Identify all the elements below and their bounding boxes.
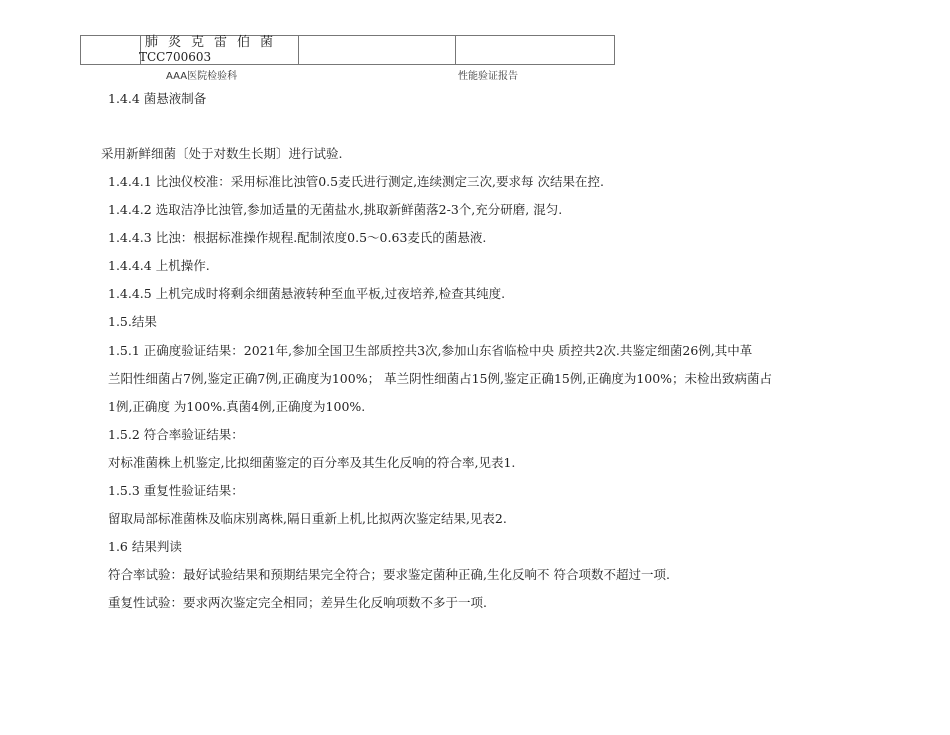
section-heading: 1.4.4 菌悬液制备: [108, 91, 207, 106]
header-table: [80, 35, 615, 65]
paragraph-line: 1例,正确度 为100%.真菌4例,正确度为100%.: [108, 399, 366, 414]
paragraph-line: 符合率试验：最好试验结果和预期结果完全符合；要求鉴定菌种正确,生化反响不 符合项数不超过一项.: [108, 567, 670, 582]
paragraph-line: 1.4.4.2 选取洁净比浊管,参加适量的无菌盐水,挑取新鲜菌落2-3个,充分研磨, 混匀.: [108, 202, 563, 217]
section-heading: 1.5.2 符合率验证结果：: [108, 427, 244, 442]
table-cell-empty: [81, 36, 141, 65]
paragraph-line: 重复性试验：要求两次鉴定完全相同；差异生化反响项数不多于一项.: [108, 595, 487, 610]
section-heading: 1.6 结果判读: [108, 539, 182, 554]
strain-code: TCC700603: [139, 50, 212, 64]
page-header-right: 性能验证报告: [458, 71, 518, 82]
section-heading: 1.5.结果: [108, 314, 157, 329]
section-heading: 1.5.3 重复性验证结果：: [108, 483, 244, 498]
table-cell-empty: [456, 36, 615, 65]
organism-name: 肺炎克雷伯菌: [145, 35, 284, 50]
table-row: [81, 36, 615, 65]
paragraph-line: 兰阳性细菌占7例,鉴定正确7例,正确度为100%； 革兰阴性细菌占15例,鉴定正确15例,正确度为100%；未检出致病菌占: [108, 371, 773, 386]
paragraph-line: 1.4.4.5 上机完成时将剩余细菌悬液转种至血平板,过夜培养,检查其纯度.: [108, 286, 506, 301]
paragraph-line: 1.4.4.3 比浊：根据标准操作规程.配制浓度0.5〜0.63麦氏的菌悬液.: [108, 230, 487, 245]
paragraph-line: 采用新鲜细菌〔处于对数生长期〕进行试验.: [101, 146, 343, 161]
paragraph-line: 留取局部标准菌株及临床别离株,隔日重新上机,比拟两次鉴定结果,见表2.: [108, 511, 507, 526]
paragraph-line: 1.4.4.4 上机操作.: [108, 258, 210, 273]
paragraph-line: 对标准菌株上机鉴定,比拟细菌鉴定的百分率及其生化反响的符合率,见表1.: [108, 455, 516, 470]
table-cell-organism: [141, 36, 299, 65]
page-header-left: AAA医院检验科: [166, 71, 238, 82]
paragraph-line: 1.4.4.1 比浊仪校准：采用标准比浊管0.5麦氏进行测定,连续测定三次,要求每 次结果在控.: [108, 174, 604, 189]
table-cell-empty: [299, 36, 456, 65]
paragraph-line: 1.5.1 正确度验证结果：2021年,参加全国卫生部质控共3次,参加山东省临检中央 质控共2次.共鉴定细菌26例,其中革: [108, 343, 753, 358]
